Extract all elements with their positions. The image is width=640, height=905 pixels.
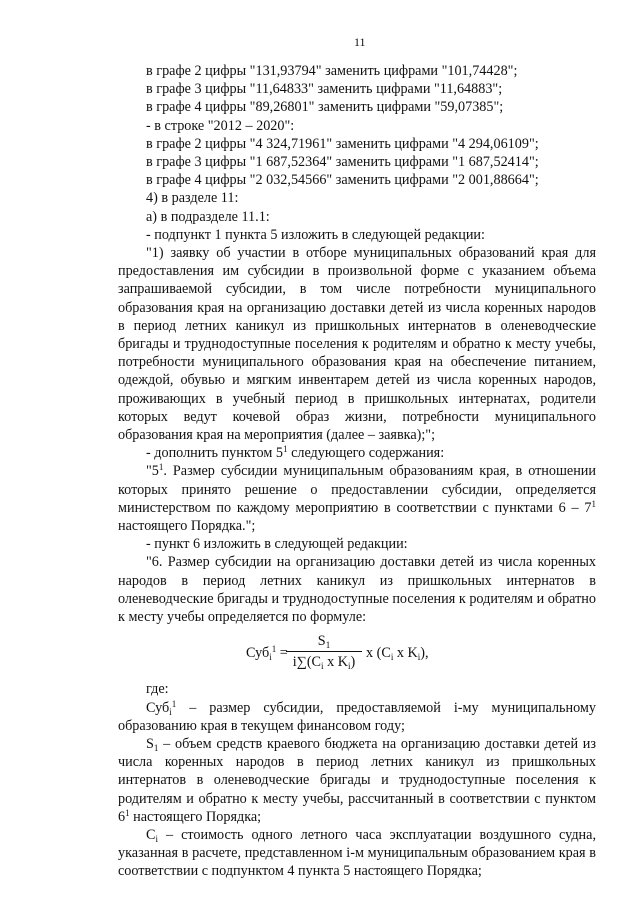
add-item-sup: 1	[283, 444, 288, 455]
item-6-instruction: - пункт 6 изложить в следующей редакции:	[146, 536, 408, 553]
formula-denominator: $i\sum(C_i$ x $K_i$)	[292, 654, 356, 672]
amend-line-3: в графе 4 цифры "89,26801" заменить цифрами "59,07385";	[146, 99, 504, 116]
item-5-1-text: . Размер субсидии муниципальным образованиям края, в отношении которых принято решение о предоставлении субсидии, определяется министерством по каждому мероприятию в соответствии с пунктами 6 – 7	[118, 463, 596, 516]
amend-line-6: в графе 3 цифры "1 687,52364" заменить цифрами "1 687,52414";	[146, 154, 539, 171]
where-label: где:	[146, 681, 169, 698]
amend-instruction: - подпункт 1 пункта 5 изложить в следующей редакции:	[146, 226, 485, 243]
add-item-instruction	[118, 444, 596, 462]
definition-ci: $C_i$ – стоимость одного летного часа эксплуатации воздушного судна, указанная в расчете, представленном i-м муниципальным образованием края в соответствии с подпунктом 4 пункта 5 настоящего Порядка;	[118, 826, 596, 880]
formula-lhs: Суб$_i^1$ =	[246, 644, 288, 663]
item-5-1-start: "5	[146, 463, 159, 480]
page-number: 11	[354, 35, 366, 49]
document-body	[118, 62, 596, 881]
formula-fraction	[286, 633, 362, 671]
item-5-1-sup: 1	[158, 462, 164, 473]
subsection-heading: а) в подразделе 11.1:	[146, 208, 270, 225]
amend-line-4: - в строке "2012 – 2020":	[146, 117, 295, 134]
item-5-1-end: настоящего Порядка.";	[118, 518, 256, 535]
amend-line-7: в графе 4 цифры "2 032,54566" заменить цифрами "2 001,88664";	[146, 172, 539, 189]
amend-line-2: в графе 3 цифры "11,64833" заменить цифрами "11,64883";	[146, 81, 503, 98]
formula-numerator: $S_1$	[317, 633, 331, 651]
paragraph-item-5-1	[118, 462, 596, 535]
section-heading: 4) в разделе 11:	[146, 190, 239, 207]
amend-line-1: в графе 2 цифры "131,93794" заменить цифрами "101,74428";	[146, 63, 518, 79]
amend-line-5: в графе 2 цифры "4 324,71961" заменить цифрами "4 294,06109";	[146, 135, 539, 152]
add-item-pre: - дополнить пунктом 5	[146, 445, 284, 462]
definition-s1: $S_1$ – объем средств краевого бюджета на организацию доставки детей из числа коренных народов в период летних каникул из пришкольных интернатов в оленеводческие бригады и труднодоступные поселения к родителям и обратно к месту учебы, рассчитанный в соответствии с пунктом $6^1$ настоящего Порядка;	[118, 735, 596, 825]
subsidy-formula	[118, 632, 596, 680]
add-item-post: следующего содержания:	[287, 445, 445, 462]
definition-sub-i: Суб$_i^1$ – размер субсидии, предоставляемой i-му муниципальному образованию края в текущем финансовом году;	[118, 698, 596, 734]
fraction-bar	[286, 651, 362, 652]
paragraph-item-6: "6. Размер субсидии на организацию доставки детей из числа коренных народов в период летних каникул из пришкольных интернатов в оленеводческие бригады и труднодоступные поселения к родителям и обратно к месту учебы определяется по формуле:	[118, 554, 596, 626]
item-5-1-sup2: 1	[591, 498, 596, 509]
formula-rhs: x ($C_i$ x $K_i$),	[366, 645, 429, 663]
paragraph-application: "1) заявку об участии в отборе муниципальных образований края для предоставления им субсидии в произвольной форме с указанием объема запрашиваемой субсидии, в том числе потребности муниципального образования края на организацию доставки детей из числа коренных народов в период летних каникул из пришкольных интернатов в оленеводческие бригады и труднодоступные поселения к родителям и обратно к месту учебы, потребности муниципального образования края на обеспечение питанием, одеждой, обувью и мягким инвентарем детей из числа коренных народов, проживающих в учебный период в пришкольных интернатах, родители которых ведут кочевой образ жизни, потребности муниципального образования края на мероприятия (далее – заявка);";	[118, 245, 596, 444]
